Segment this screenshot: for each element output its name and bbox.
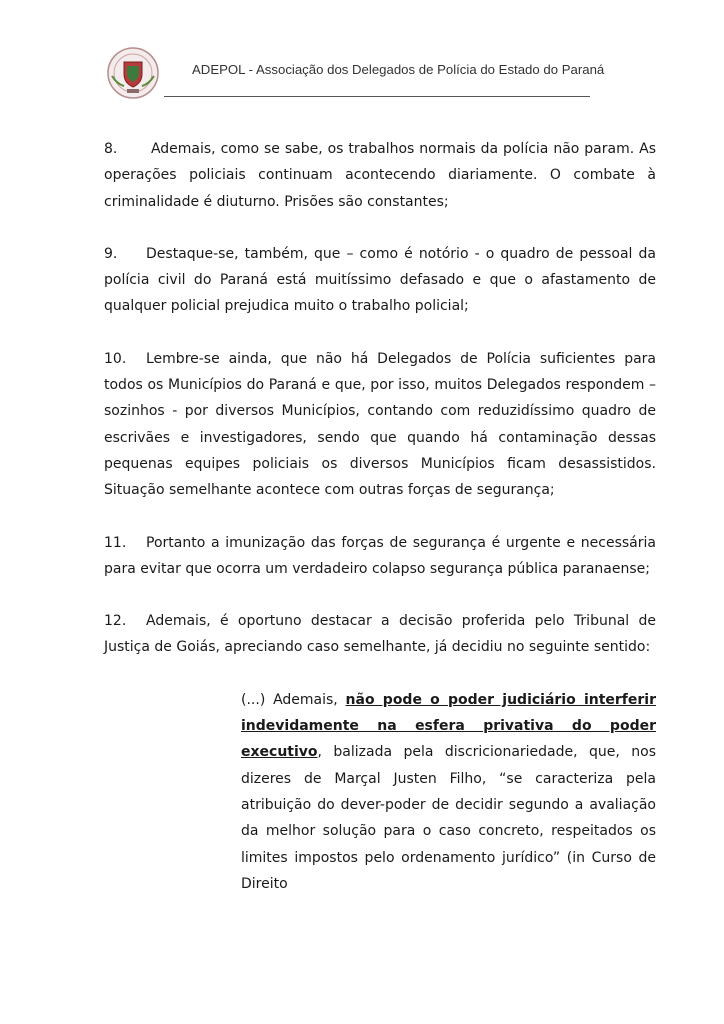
paragraph-8 [104, 136, 656, 215]
paragraph-text: Portanto a imunização das forças de segurança é urgente e necessária para evitar que ocorra um verdadeiro colapso segurança pública paranaense; [104, 534, 656, 577]
paragraph-text: Ademais, é oportuno destacar a decisão proferida pelo Tribunal de Justiça de Goiás, apreciando caso semelhante, já decidiu no seguinte sentido: [104, 613, 656, 656]
paragraph-text: Lembre-se ainda, que não há Delegados de Polícia suficientes para todos os Municípios do Paraná e que, por isso, muitos Delegados respondem – sozinhos - por diversos Municípios, contando com reduzidíssimo quadro de escrivães e investigadores, sendo que quando há contaminação dessas pequenas equipes policiais os diversos Municípios ficam desassistidos. Situação semelhante acontece com outras forças de segurança; [104, 350, 656, 499]
paragraph-text: Destaque-se, também, que – como é notório - o quadro de pessoal da polícia civil do Paraná está muitíssimo defasado e que o afastamento de qualquer policial prejudica muito o trabalho policial; [104, 245, 656, 315]
header-title: ADEPOL - Associação dos Delegados de Polícia do Estado do Paraná [192, 62, 605, 77]
paragraph-number: 10. [104, 350, 127, 367]
block-quote [241, 687, 656, 897]
paragraph-number: 12. [104, 613, 127, 630]
paragraph-11 [104, 530, 656, 583]
paragraph-number: 8. [104, 141, 118, 157]
quote-emphasis: não pode o poder judiciário interferir indevidamente na esfera privativa do poder executivo [241, 691, 656, 761]
quote-suffix: , balizada pela discricionariedade, que, nos dizeres de Marçal Justen Filho, “se caracteriza pela atribuição do dever-poder de decidir segundo a avaliação da melhor solução para o caso concreto, respeitados os limites impostos pelo ordenamento jurídico” (in Curso de Direito [241, 744, 656, 892]
quote-prefix: (...) Ademais, [241, 691, 346, 708]
paragraph-number: 9. [104, 245, 118, 262]
paragraph-10 [104, 346, 656, 504]
paragraph-9 [104, 241, 656, 320]
coat-of-arms-logo [98, 46, 168, 100]
paragraph-text: Ademais, como se sabe, os trabalhos normais da polícia não param. As operações policiais continuam acontecendo diariamente. O combate à criminalidade é diuturno. Prisões são constantes; [104, 141, 656, 210]
paragraph-12 [104, 608, 656, 661]
header-divider [164, 96, 590, 97]
paragraph-number: 11. [104, 534, 127, 551]
letterhead [98, 46, 605, 100]
document-body [104, 136, 656, 897]
